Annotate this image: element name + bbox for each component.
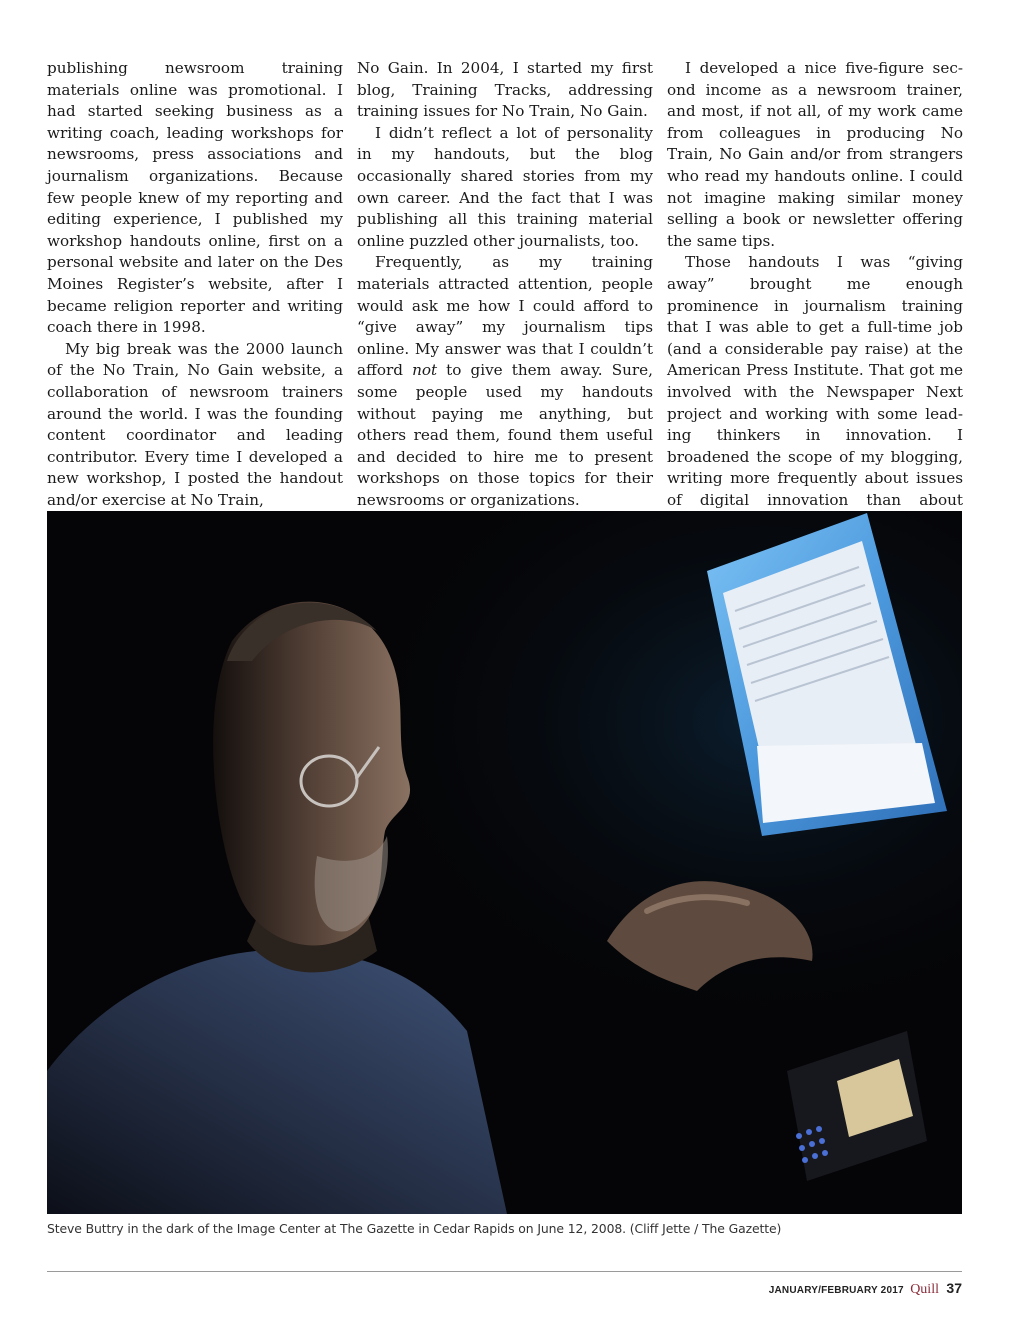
article-column-2 — [357, 58, 653, 511]
magazine-name: Quill — [910, 1282, 939, 1297]
article-paragraph: publishing newsroom training materials online was promotional. I had started seeking business as a writing coach, leading workshops for newsrooms, press associations and journalism organizations. Because few people knew of my reporting and editing experience, I published my workshop handouts online, first on a personal website and later on the Des Moines Register’s website, after I became religion reporter and writing coach there in 1998. — [47, 59, 343, 337]
photo-caption: Steve Buttry in the dark of the Image Center at The Gazette in Cedar Rapids on June 12, 2008. (Cliff Jette / The Gazette) — [47, 1221, 782, 1236]
article-paragraph: I didn’t reflect a lot of personality in my handouts, but the blog occasionally shared stories from my own career. And the fact that I was publishing all this training material online puzzled other journalists, too. — [357, 123, 653, 250]
issue-date: JANUARY/FEBRUARY 2017 — [768, 1285, 904, 1296]
article-paragraph — [357, 252, 653, 511]
article-paragraph: My big break was the 2000 launch of the No Train, No Gain website, a collaboration of newsroom trainers around the world. I was the founding content coordinator and leading contributor. Every time I developed a new workshop, I posted the handout and/or exercise at No Train, — [47, 339, 343, 509]
article-paragraph: I developed a nice five-figure second income as a newsroom trainer, and most, if not all, of my work came from colleagues in producing No Train, No Gain and/or from strangers who read my handouts online. I could not imagine making similar money selling a book or newsletter offering the same tips. — [667, 59, 963, 250]
article-paragraph: Those handouts I was “giving away” brought me enough prominence in journalism training that I was able to get a full-time job (and a considerable pay raise) at the American Press Institute. That got me involved with the Newspaper Next project and working with some leading thinkers in innovation. I broadened the scope of my blogging, writing more frequently about issues of digital innovation than about — [667, 253, 963, 509]
emphasis-text: not — [412, 361, 438, 380]
paragraph-text: Frequently, as my training materials attracted attention, people would ask me how I could afford to “give away” my journalism tips online. My answer was that I couldn’t afford — [357, 253, 653, 380]
paragraph-text: to give them away. Sure, some people used my handouts without paying me anything, but others read them, found them useful and decided to hire me to present workshops on those topics for their newsrooms or organizations. — [357, 361, 653, 509]
page-footer — [769, 1280, 962, 1298]
article-photo — [47, 511, 962, 1214]
article-column-3 — [667, 58, 963, 533]
page-number: 37 — [946, 1280, 962, 1296]
article-paragraph: No Gain. In 2004, I started my first blog, Training Tracks, addressing training issues for No Train, No Gain. — [357, 59, 653, 121]
photo-illustration — [47, 511, 962, 1214]
article-column-1 — [47, 58, 343, 511]
footer-divider — [47, 1271, 962, 1272]
